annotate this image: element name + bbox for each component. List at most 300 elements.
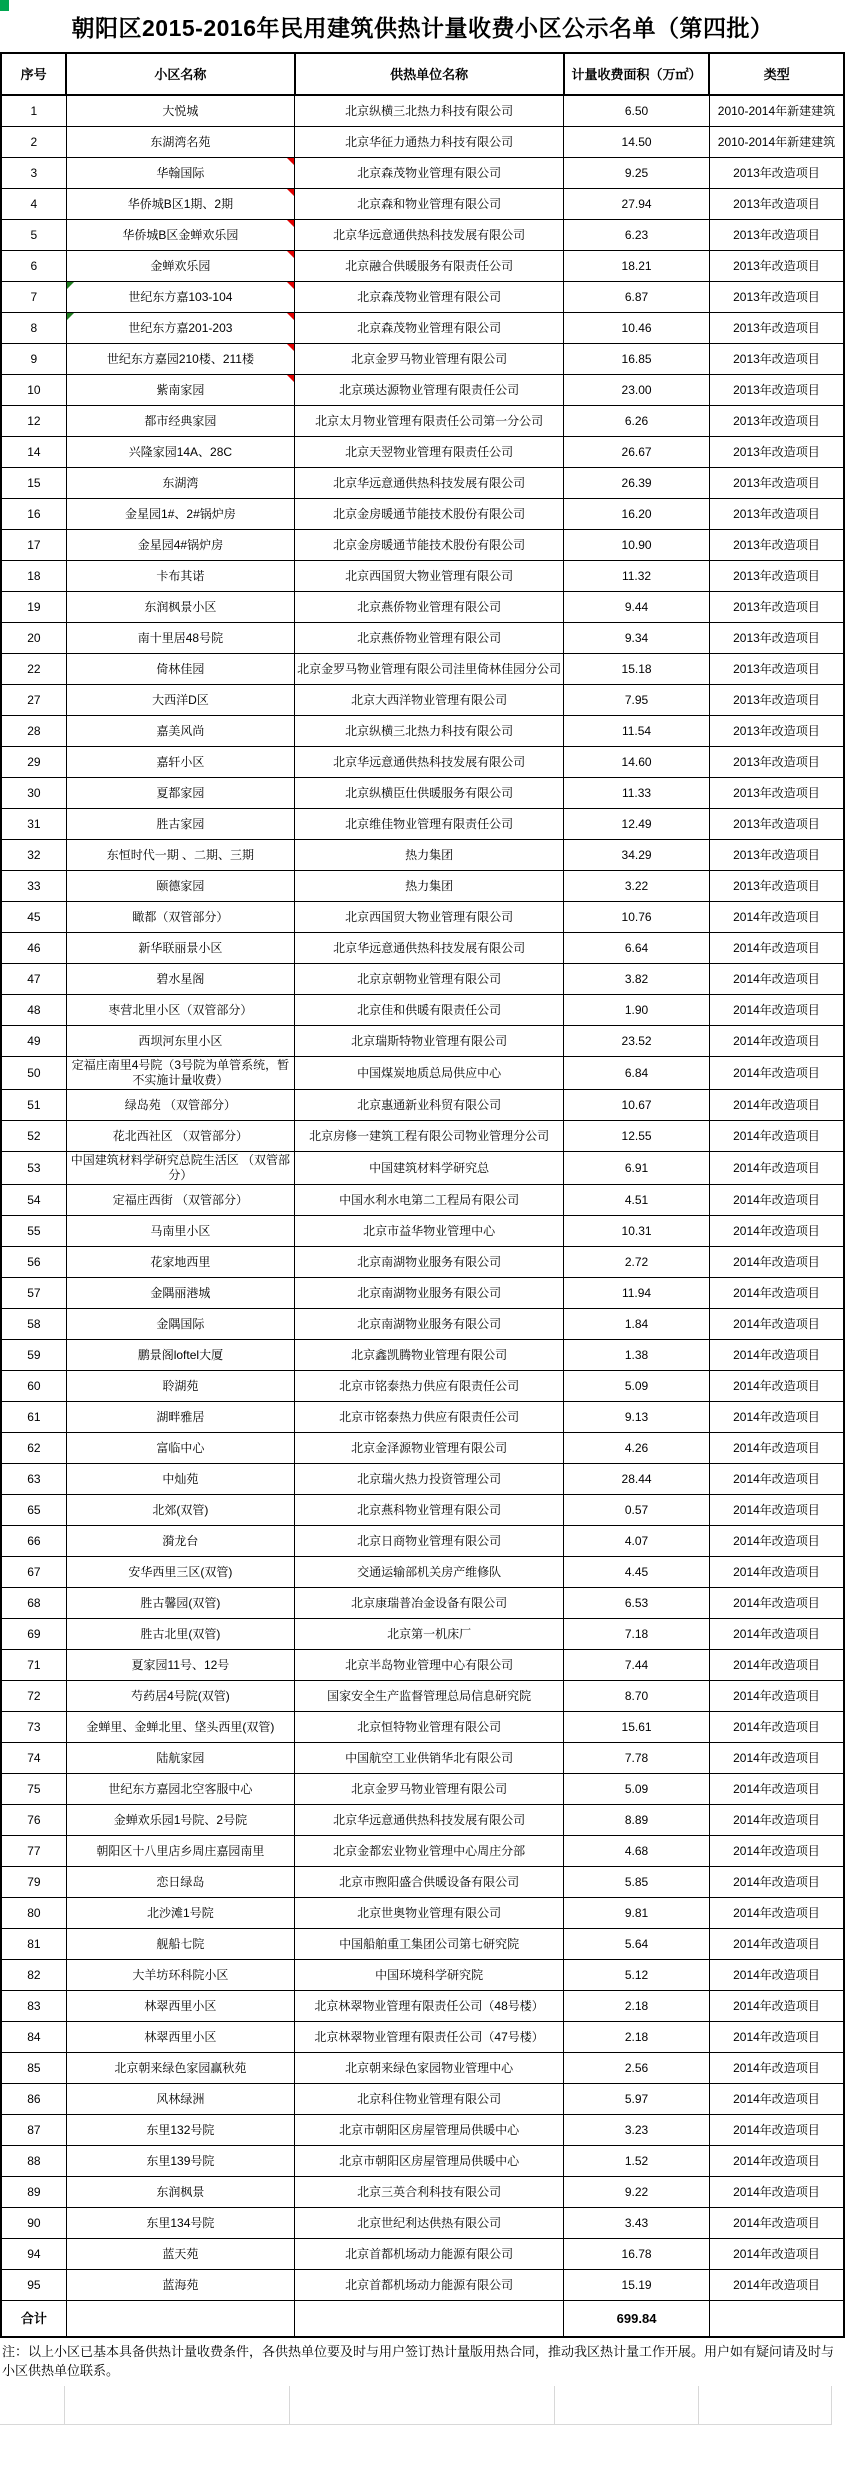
table-row [1, 1526, 844, 1557]
community-name-cell: 大悦城 [66, 95, 294, 127]
page-title: 朝阳区2015-2016年民用建筑供热计量收费小区公示名单（第四批） [71, 14, 774, 41]
ghost-cell [65, 2386, 290, 2425]
project-type-cell: 2013年改造项目 [709, 840, 844, 871]
heating-company-cell: 北京市益华物业管理中心 [295, 1216, 564, 1247]
heating-company-cell: 北京房修一建筑工程有限公司物业管理分公司 [295, 1121, 564, 1152]
community-name-cell: 湖畔雅居 [66, 1402, 294, 1433]
community-name-cell: 陆航家园 [66, 1743, 294, 1774]
heating-company-cell: 北京世奥物业管理有限公司 [295, 1898, 564, 1929]
community-name-cell: 定福庄西街 （双管部分） [66, 1185, 294, 1216]
community-name-cell: 林翠西里小区 [66, 1991, 294, 2022]
metered-area-cell: 5.12 [564, 1960, 710, 1991]
metered-area-cell: 10.76 [564, 902, 710, 933]
metered-area-cell: 6.53 [564, 1588, 710, 1619]
metered-area-cell: 16.20 [564, 499, 710, 530]
metered-area-cell: 11.54 [564, 716, 710, 747]
metered-area-cell: 4.45 [564, 1557, 710, 1588]
metered-area-cell: 3.43 [564, 2208, 710, 2239]
community-name-cell: 林翠西里小区 [66, 2022, 294, 2053]
metered-area-cell: 23.00 [564, 375, 710, 406]
table-row [1, 716, 844, 747]
table-row [1, 499, 844, 530]
table-row [1, 1402, 844, 1433]
heating-company-cell: 北京市煦阳盛合供暖设备有限公司 [295, 1867, 564, 1898]
column-header-1: 小区名称 [66, 53, 294, 95]
project-type-cell: 2014年改造项目 [709, 1650, 844, 1681]
table-row [1, 778, 844, 809]
table-row [1, 747, 844, 778]
heating-company-cell: 北京金泽源物业管理有限公司 [295, 1433, 564, 1464]
table-row [1, 871, 844, 902]
table-row [1, 902, 844, 933]
row-no-cell: 46 [1, 933, 66, 964]
heating-company-cell: 中国航空工业供销华北有限公司 [295, 1743, 564, 1774]
metered-area-cell: 5.09 [564, 1774, 710, 1805]
metered-area-cell: 6.26 [564, 406, 710, 437]
total-area-value: 699.84 [564, 2301, 710, 2338]
table-row [1, 282, 844, 313]
table-row [1, 1278, 844, 1309]
heating-company-cell: 北京市铭泰热力供应有限责任公司 [295, 1402, 564, 1433]
community-name-cell: 金星园1#、2#锅炉房 [66, 499, 294, 530]
column-header-4: 类型 [709, 53, 844, 95]
row-no-cell: 15 [1, 468, 66, 499]
community-name-cell: 定福庄南里4号院（3号院为单管系统，暂不实施计量收费） [66, 1057, 294, 1090]
project-type-cell: 2013年改造项目 [709, 251, 844, 282]
table-row [1, 1867, 844, 1898]
row-no-cell: 62 [1, 1433, 66, 1464]
metered-area-cell: 11.33 [564, 778, 710, 809]
table-row [1, 1090, 844, 1121]
metered-area-cell: 2.72 [564, 1247, 710, 1278]
metered-area-cell: 11.32 [564, 561, 710, 592]
table-row [1, 251, 844, 282]
heating-company-cell: 北京惠通新业科贸有限公司 [295, 1090, 564, 1121]
metered-area-cell: 9.13 [564, 1402, 710, 1433]
project-type-cell: 2013年改造项目 [709, 871, 844, 902]
table-row [1, 406, 844, 437]
community-name-cell: 枣营北里小区（双管部分） [66, 995, 294, 1026]
project-type-cell: 2014年改造项目 [709, 1588, 844, 1619]
community-name-cell: 夏家园11号、12号 [66, 1650, 294, 1681]
table-row [1, 313, 844, 344]
project-type-cell: 2013年改造项目 [709, 158, 844, 189]
row-no-cell: 4 [1, 189, 66, 220]
heating-company-cell: 北京金房暖通节能技术股份有限公司 [295, 530, 564, 561]
community-name-cell: 金蝉里、金蝉北里、垡头西里(双管) [66, 1712, 294, 1743]
project-type-cell: 2013年改造项目 [709, 592, 844, 623]
table-row [1, 437, 844, 468]
row-no-cell: 87 [1, 2115, 66, 2146]
row-no-cell: 68 [1, 1588, 66, 1619]
row-no-cell: 53 [1, 1152, 66, 1185]
row-no-cell: 9 [1, 344, 66, 375]
table-row [1, 1588, 844, 1619]
community-name-cell: 马南里小区 [66, 1216, 294, 1247]
metered-area-cell: 6.23 [564, 220, 710, 251]
heating-company-cell: 北京瑞火热力投资管理公司 [295, 1464, 564, 1495]
metered-area-cell: 15.19 [564, 2270, 710, 2301]
heating-company-cell: 北京日商物业管理有限公司 [295, 1526, 564, 1557]
metered-area-cell: 7.44 [564, 1650, 710, 1681]
heating-company-cell: 北京市朝阳区房屋管理局供暖中心 [295, 2115, 564, 2146]
total-label: 合计 [1, 2301, 66, 2338]
heating-company-cell: 北京瑞斯特物业管理有限公司 [295, 1026, 564, 1057]
community-name-cell: 紫南家园 [66, 375, 294, 406]
metered-area-cell: 6.50 [564, 95, 710, 127]
heating-fee-table [0, 52, 845, 2338]
heating-company-cell: 热力集团 [295, 871, 564, 902]
table-row [1, 1929, 844, 1960]
community-name-cell: 大西洋D区 [66, 685, 294, 716]
project-type-cell: 2013年改造项目 [709, 375, 844, 406]
row-no-cell: 66 [1, 1526, 66, 1557]
table-row [1, 1185, 844, 1216]
project-type-cell: 2014年改造项目 [709, 1278, 844, 1309]
total-type-cell-empty [709, 2301, 844, 2338]
metered-area-cell: 15.18 [564, 654, 710, 685]
metered-area-cell: 0.57 [564, 1495, 710, 1526]
table-row [1, 933, 844, 964]
community-name-cell: 华侨城B区1期、2期 [66, 189, 294, 220]
red-comment-marker-icon [287, 313, 294, 320]
heating-company-cell: 北京半岛物业管理中心有限公司 [295, 1650, 564, 1681]
red-comment-marker-icon [287, 220, 294, 227]
row-no-cell: 56 [1, 1247, 66, 1278]
community-name-cell: 南十里居48号院 [66, 623, 294, 654]
project-type-cell: 2014年改造项目 [709, 1371, 844, 1402]
metered-area-cell: 7.18 [564, 1619, 710, 1650]
community-name-cell: 蓝海苑 [66, 2270, 294, 2301]
project-type-cell: 2014年改造项目 [709, 1185, 844, 1216]
heating-company-cell: 中国煤炭地质总局供应中心 [295, 1057, 564, 1090]
metered-area-cell: 4.51 [564, 1185, 710, 1216]
community-name-cell: 大羊坊环科院小区 [66, 1960, 294, 1991]
metered-area-cell: 27.94 [564, 189, 710, 220]
heating-company-cell: 北京科住物业管理有限公司 [295, 2084, 564, 2115]
row-no-cell: 75 [1, 1774, 66, 1805]
heating-company-cell: 北京瑛达源物业管理有限责任公司 [295, 375, 564, 406]
community-name-cell: 倚林佳园 [66, 654, 294, 685]
community-name-cell: 中灿苑 [66, 1464, 294, 1495]
project-type-cell: 2014年改造项目 [709, 1026, 844, 1057]
heating-company-cell: 北京华远意通供热科技发展有限公司 [295, 220, 564, 251]
metered-area-cell: 4.07 [564, 1526, 710, 1557]
row-no-cell: 7 [1, 282, 66, 313]
table-row [1, 158, 844, 189]
row-no-cell: 73 [1, 1712, 66, 1743]
table-row [1, 2084, 844, 2115]
table-row [1, 1991, 844, 2022]
community-name-cell: 华侨城B区金蝉欢乐园 [66, 220, 294, 251]
community-name-cell: 聆湖苑 [66, 1371, 294, 1402]
heating-company-cell: 北京朝来绿色家园物业管理中心 [295, 2053, 564, 2084]
project-type-cell: 2014年改造项目 [709, 1216, 844, 1247]
row-no-cell: 31 [1, 809, 66, 840]
community-name-cell: 富临中心 [66, 1433, 294, 1464]
table-row [1, 1309, 844, 1340]
table-row [1, 127, 844, 158]
row-no-cell: 49 [1, 1026, 66, 1057]
metered-area-cell: 15.61 [564, 1712, 710, 1743]
metered-area-cell: 23.52 [564, 1026, 710, 1057]
ghost-cell [699, 2386, 832, 2425]
table-row [1, 1433, 844, 1464]
metered-area-cell: 4.26 [564, 1433, 710, 1464]
table-row [1, 654, 844, 685]
metered-area-cell: 28.44 [564, 1464, 710, 1495]
community-name-cell: 舰船七院 [66, 1929, 294, 1960]
heating-company-cell: 北京华远意通供热科技发展有限公司 [295, 933, 564, 964]
project-type-cell: 2014年改造项目 [709, 2053, 844, 2084]
project-type-cell: 2013年改造项目 [709, 406, 844, 437]
row-no-cell: 14 [1, 437, 66, 468]
table-row [1, 2270, 844, 2301]
row-no-cell: 81 [1, 1929, 66, 1960]
row-no-cell: 69 [1, 1619, 66, 1650]
metered-area-cell: 4.68 [564, 1836, 710, 1867]
table-row [1, 685, 844, 716]
metered-area-cell: 10.67 [564, 1090, 710, 1121]
metered-area-cell: 10.46 [564, 313, 710, 344]
table-row [1, 1836, 844, 1867]
heating-company-cell: 北京纵横三北热力科技有限公司 [295, 95, 564, 127]
heating-company-cell: 北京金罗马物业管理有限公司 [295, 344, 564, 375]
project-type-cell: 2013年改造项目 [709, 778, 844, 809]
metered-area-cell: 34.29 [564, 840, 710, 871]
row-no-cell: 61 [1, 1402, 66, 1433]
project-type-cell: 2010-2014年新建建筑 [709, 127, 844, 158]
table-row [1, 1247, 844, 1278]
project-type-cell: 2014年改造项目 [709, 1433, 844, 1464]
row-no-cell: 20 [1, 623, 66, 654]
table-row [1, 1495, 844, 1526]
table-row [1, 220, 844, 251]
row-no-cell: 79 [1, 1867, 66, 1898]
row-no-cell: 95 [1, 2270, 66, 2301]
heating-company-cell: 北京华远意通供热科技发展有限公司 [295, 747, 564, 778]
community-name-cell: 金蝉欢乐园1号院、2号院 [66, 1805, 294, 1836]
row-no-cell: 71 [1, 1650, 66, 1681]
heating-company-cell: 北京森茂物业管理有限公司 [295, 313, 564, 344]
project-type-cell: 2013年改造项目 [709, 716, 844, 747]
table-row [1, 1121, 844, 1152]
total-name-cell-empty [66, 2301, 294, 2338]
heating-company-cell: 北京佳和供暖有限责任公司 [295, 995, 564, 1026]
community-name-cell: 东湖湾 [66, 468, 294, 499]
heating-company-cell: 北京首都机场动力能源有限公司 [295, 2239, 564, 2270]
red-comment-marker-icon [287, 375, 294, 382]
community-name-cell: 世纪东方嘉201-203 [66, 313, 294, 344]
row-no-cell: 1 [1, 95, 66, 127]
community-name-cell: 碧水星阁 [66, 964, 294, 995]
metered-area-cell: 7.78 [564, 1743, 710, 1774]
community-name-cell: 东里132号院 [66, 2115, 294, 2146]
metered-area-cell: 9.22 [564, 2177, 710, 2208]
row-no-cell: 16 [1, 499, 66, 530]
community-name-cell: 鹏景阁loftel大厦 [66, 1340, 294, 1371]
table-row [1, 1743, 844, 1774]
project-type-cell: 2014年改造项目 [709, 1247, 844, 1278]
ghost-cell [0, 2386, 65, 2425]
table-row [1, 964, 844, 995]
table-row [1, 1216, 844, 1247]
heating-company-cell: 北京森和物业管理有限公司 [295, 189, 564, 220]
community-name-cell: 夏都家园 [66, 778, 294, 809]
project-type-cell: 2013年改造项目 [709, 499, 844, 530]
heating-company-cell: 北京大西洋物业管理有限公司 [295, 685, 564, 716]
row-no-cell: 94 [1, 2239, 66, 2270]
row-no-cell: 86 [1, 2084, 66, 2115]
table-row [1, 530, 844, 561]
metered-area-cell: 12.49 [564, 809, 710, 840]
metered-area-cell: 5.85 [564, 1867, 710, 1898]
table-row [1, 1805, 844, 1836]
red-comment-marker-icon [287, 344, 294, 351]
total-row [1, 2301, 844, 2338]
community-name-cell: 中国建筑材料学研究总院生活区 （双管部分） [66, 1152, 294, 1185]
community-name-cell: 东里134号院 [66, 2208, 294, 2239]
heating-company-cell: 热力集团 [295, 840, 564, 871]
project-type-cell: 2014年改造项目 [709, 2177, 844, 2208]
row-no-cell: 72 [1, 1681, 66, 1712]
project-type-cell: 2013年改造项目 [709, 654, 844, 685]
project-type-cell: 2013年改造项目 [709, 561, 844, 592]
heating-company-cell: 北京金都宏业物业管理中心周庄分部 [295, 1836, 564, 1867]
community-name-cell: 世纪东方嘉园210楼、211楼 [66, 344, 294, 375]
row-no-cell: 77 [1, 1836, 66, 1867]
heating-company-cell: 北京太月物业管理有限责任公司第一分公司 [295, 406, 564, 437]
heating-company-cell: 北京三英合利科技有限公司 [295, 2177, 564, 2208]
row-no-cell: 45 [1, 902, 66, 933]
table-row [1, 1026, 844, 1057]
table-row [1, 1712, 844, 1743]
metered-area-cell: 5.09 [564, 1371, 710, 1402]
heating-company-cell: 北京恒特物业管理有限公司 [295, 1712, 564, 1743]
community-name-cell: 新华联丽景小区 [66, 933, 294, 964]
metered-area-cell: 12.55 [564, 1121, 710, 1152]
table-row [1, 1650, 844, 1681]
metered-area-cell: 26.39 [564, 468, 710, 499]
row-no-cell: 90 [1, 2208, 66, 2239]
metered-area-cell: 14.60 [564, 747, 710, 778]
heating-company-cell: 北京金罗马物业管理有限公司 [295, 1774, 564, 1805]
table-row [1, 2115, 844, 2146]
table-row [1, 1557, 844, 1588]
community-name-cell: 北郊(双管) [66, 1495, 294, 1526]
row-no-cell: 19 [1, 592, 66, 623]
project-type-cell: 2013年改造项目 [709, 468, 844, 499]
project-type-cell: 2013年改造项目 [709, 530, 844, 561]
metered-area-cell: 1.52 [564, 2146, 710, 2177]
table-row [1, 1681, 844, 1712]
table-row [1, 1057, 844, 1090]
row-no-cell: 17 [1, 530, 66, 561]
row-no-cell: 88 [1, 2146, 66, 2177]
row-no-cell: 83 [1, 1991, 66, 2022]
table-row [1, 809, 844, 840]
project-type-cell: 2014年改造项目 [709, 1743, 844, 1774]
community-name-cell: 金星园4#锅炉房 [66, 530, 294, 561]
project-type-cell: 2014年改造项目 [709, 1836, 844, 1867]
red-comment-marker-icon [287, 251, 294, 258]
heating-company-cell: 中国建筑材料学研究总 [295, 1152, 564, 1185]
heating-company-cell: 中国环境科学研究院 [295, 1960, 564, 1991]
heating-company-cell: 北京维佳物业管理有限责任公司 [295, 809, 564, 840]
community-name-cell: 卡布其诺 [66, 561, 294, 592]
heating-company-cell: 北京金房暖通节能技术股份有限公司 [295, 499, 564, 530]
metered-area-cell: 1.84 [564, 1309, 710, 1340]
row-no-cell: 18 [1, 561, 66, 592]
project-type-cell: 2013年改造项目 [709, 747, 844, 778]
table-row [1, 189, 844, 220]
table-row [1, 375, 844, 406]
community-name-cell: 芍药居4号院(双管) [66, 1681, 294, 1712]
table-row [1, 1340, 844, 1371]
table-row [1, 1619, 844, 1650]
community-name-cell: 恋日绿岛 [66, 1867, 294, 1898]
project-type-cell: 2014年改造项目 [709, 2270, 844, 2301]
red-comment-marker-icon [287, 282, 294, 289]
metered-area-cell: 3.82 [564, 964, 710, 995]
heating-company-cell: 北京康瑞普冶金设备有限公司 [295, 1588, 564, 1619]
project-type-cell: 2014年改造项目 [709, 1960, 844, 1991]
project-type-cell: 2013年改造项目 [709, 189, 844, 220]
project-type-cell: 2014年改造项目 [709, 1898, 844, 1929]
row-no-cell: 59 [1, 1340, 66, 1371]
table-row [1, 840, 844, 871]
row-no-cell: 28 [1, 716, 66, 747]
red-comment-marker-icon [287, 189, 294, 196]
community-name-cell: 蓝天苑 [66, 2239, 294, 2270]
heating-company-cell: 北京燕侨物业管理有限公司 [295, 592, 564, 623]
empty-gridlines [0, 2386, 845, 2466]
row-no-cell: 47 [1, 964, 66, 995]
row-no-cell: 67 [1, 1557, 66, 1588]
table-row [1, 1774, 844, 1805]
project-type-cell: 2013年改造项目 [709, 623, 844, 654]
community-name-cell: 花北西社区 （双管部分） [66, 1121, 294, 1152]
project-type-cell: 2014年改造项目 [709, 1057, 844, 1090]
project-type-cell: 2014年改造项目 [709, 1402, 844, 1433]
table-row [1, 2146, 844, 2177]
table-row [1, 1960, 844, 1991]
row-no-cell: 6 [1, 251, 66, 282]
community-name-cell: 金蝉欢乐园 [66, 251, 294, 282]
metered-area-cell: 18.21 [564, 251, 710, 282]
metered-area-cell: 26.67 [564, 437, 710, 468]
heating-company-cell: 北京南湖物业服务有限公司 [295, 1309, 564, 1340]
column-header-2: 供热单位名称 [295, 53, 564, 95]
community-name-cell: 世纪东方嘉103-104 [66, 282, 294, 313]
project-type-cell: 2014年改造项目 [709, 1495, 844, 1526]
metered-area-cell: 3.22 [564, 871, 710, 902]
project-type-cell: 2014年改造项目 [709, 2208, 844, 2239]
metered-area-cell: 3.23 [564, 2115, 710, 2146]
heating-company-cell: 北京天翌物业管理有限责任公司 [295, 437, 564, 468]
project-type-cell: 2014年改造项目 [709, 1867, 844, 1898]
community-name-cell: 瞰都（双管部分） [66, 902, 294, 933]
project-type-cell: 2013年改造项目 [709, 809, 844, 840]
column-header-3: 计量收费面积（万㎡） [564, 53, 710, 95]
community-name-cell: 胜古馨园(双管) [66, 1588, 294, 1619]
heating-company-cell: 北京第一机床厂 [295, 1619, 564, 1650]
row-no-cell: 76 [1, 1805, 66, 1836]
project-type-cell: 2014年改造项目 [709, 2146, 844, 2177]
row-no-cell: 12 [1, 406, 66, 437]
table-row [1, 2208, 844, 2239]
project-type-cell: 2013年改造项目 [709, 344, 844, 375]
